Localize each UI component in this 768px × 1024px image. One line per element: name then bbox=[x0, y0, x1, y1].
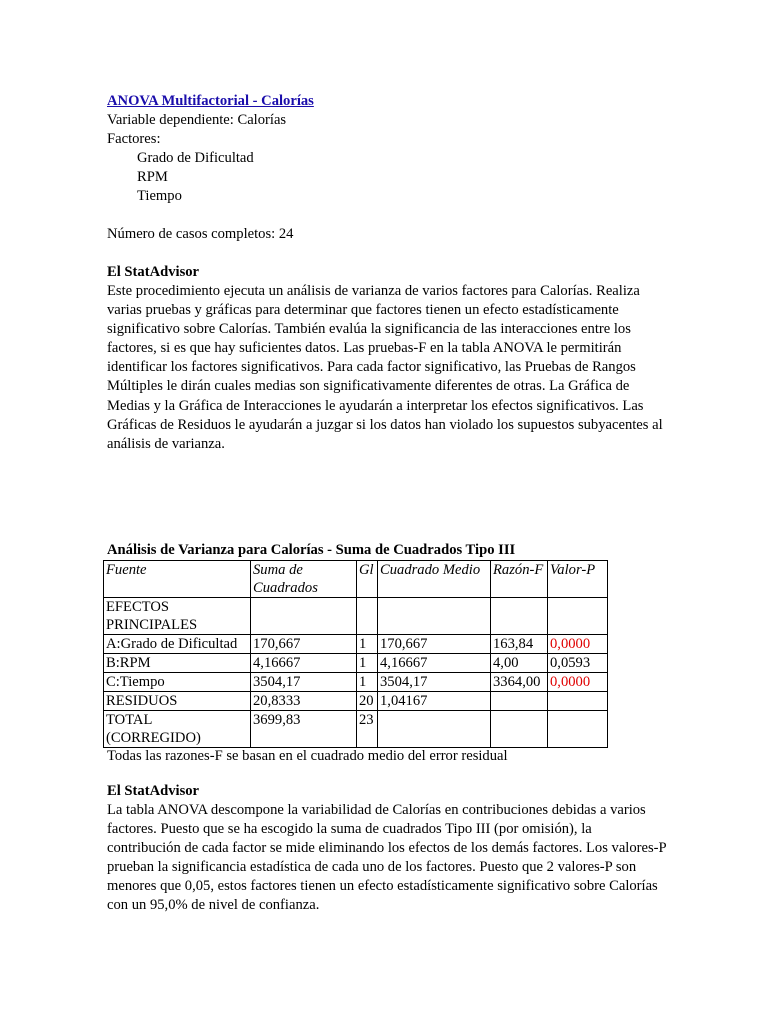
cell-suma: 4,16667 bbox=[251, 654, 357, 673]
cell-gl: 23 bbox=[357, 711, 378, 748]
cell-cuadrado: 3504,17 bbox=[378, 673, 491, 692]
statadvisor-text: La tabla ANOVA descompone la variabilidad de Calorías en contribuciones debidas a varios factores. Puesto que se ha escogido la suma de cuadrados Tipo III (por omisión), la contribución de cada factor se mide eliminando los efectos de los demás factores. Los valores-P prueban la significancia estadística de cada uno de los factores. Puesto que 2 valores-P son menores que 0,05, estos factores tienen un efecto estadísticamente significativo sobre Calorías con un 95,0% de nivel de confianza. bbox=[107, 802, 667, 914]
table-row bbox=[104, 711, 608, 748]
header-gl: Gl bbox=[357, 561, 378, 598]
cell-gl: 1 bbox=[357, 635, 378, 654]
cell-suma: 3699,83 bbox=[251, 711, 357, 748]
cell-cuadrado bbox=[378, 598, 491, 635]
cell-suma: 3504,17 bbox=[251, 673, 357, 692]
table-row bbox=[104, 673, 608, 692]
cell-razon: 163,84 bbox=[491, 635, 548, 654]
cell-cuadrado bbox=[378, 711, 491, 748]
table-row bbox=[104, 635, 608, 654]
table-row bbox=[104, 692, 608, 711]
complete-cases: Número de casos completos: 24 bbox=[107, 226, 294, 242]
cell-cuadrado: 170,667 bbox=[378, 635, 491, 654]
cell-gl bbox=[357, 598, 378, 635]
cell-valor bbox=[548, 598, 608, 635]
cell-valor bbox=[548, 711, 608, 748]
statadvisor-heading: El StatAdvisor bbox=[107, 783, 200, 799]
cell-gl: 1 bbox=[357, 654, 378, 673]
factor-item: RPM bbox=[137, 169, 168, 185]
report-header bbox=[107, 92, 667, 454]
cell-suma: 20,8333 bbox=[251, 692, 357, 711]
cell-suma bbox=[251, 598, 357, 635]
cell-gl: 20 bbox=[357, 692, 378, 711]
anova-note: Todas las razones-F se basan en el cuadrado medio del error residual bbox=[107, 748, 508, 764]
cell-gl: 1 bbox=[357, 673, 378, 692]
anova-table-title: Análisis de Varianza para Calorías - Suma de Cuadrados Tipo III bbox=[107, 542, 516, 558]
anova-table bbox=[103, 560, 608, 748]
header-valor: Valor-P bbox=[548, 561, 608, 598]
cell-fuente: RESIDUOS bbox=[104, 692, 251, 711]
header-razon: Razón-F bbox=[491, 561, 548, 598]
factor-item: Grado de Dificultad bbox=[137, 150, 254, 166]
cell-cuadrado: 1,04167 bbox=[378, 692, 491, 711]
cell-fuente: TOTAL (CORREGIDO) bbox=[104, 711, 251, 748]
cell-fuente: EFECTOS PRINCIPALES bbox=[104, 598, 251, 635]
header-suma: Suma de Cuadrados bbox=[251, 561, 357, 598]
cell-razon: 3364,00 bbox=[491, 673, 548, 692]
factors-label: Factores: bbox=[107, 131, 161, 147]
cell-razon bbox=[491, 598, 548, 635]
cell-razon bbox=[491, 692, 548, 711]
statadvisor-heading: El StatAdvisor bbox=[107, 264, 200, 280]
cell-fuente: B:RPM bbox=[104, 654, 251, 673]
header-cuadrado: Cuadrado Medio bbox=[378, 561, 491, 598]
anova-body bbox=[104, 598, 608, 748]
table-row bbox=[104, 654, 608, 673]
cell-valor: 0,0000 bbox=[548, 635, 608, 654]
statadvisor-text: Este procedimiento ejecuta un análisis de varianza de varios factores para Calorías. Realiza varias pruebas y gráficas para determinar que factores tienen un efecto estadísticamente significativo sobre Calorías. También evalúa la significancia de las interacciones entre los factores, si es que hay suficientes datos. Las pruebas-F en la tabla ANOVA le permitirán identificar los factores significativos. Para cada factor significativo, las Pruebas de Rangos Múltiples le dirán cuales medias son significativamente diferentes de otras. La Gráfica de Medias y la Gráfica de Interacciones le ayudarán a interpretar los efectos significativos. Las Gráficas de Residuos le ayudarán a juzgar si los datos han violado los supuestos subyacentes al análisis de varianza. bbox=[107, 283, 663, 452]
header-fuente: Fuente bbox=[104, 561, 251, 598]
table-row bbox=[104, 598, 608, 635]
cell-suma: 170,667 bbox=[251, 635, 357, 654]
cell-valor bbox=[548, 692, 608, 711]
cell-fuente: A:Grado de Dificultad bbox=[104, 635, 251, 654]
cell-valor: 0,0000 bbox=[548, 673, 608, 692]
cell-cuadrado: 4,16667 bbox=[378, 654, 491, 673]
cell-razon bbox=[491, 711, 548, 748]
anova-header-row bbox=[104, 561, 608, 598]
cell-razon: 4,00 bbox=[491, 654, 548, 673]
cell-fuente: C:Tiempo bbox=[104, 673, 251, 692]
factor-item: Tiempo bbox=[137, 188, 182, 204]
dependent-variable: Variable dependiente: Calorías bbox=[107, 112, 287, 128]
statadvisor-2 bbox=[107, 782, 667, 916]
report-title-link[interactable]: ANOVA Multifactorial - Calorías bbox=[107, 93, 314, 109]
cell-valor: 0,0593 bbox=[548, 654, 608, 673]
